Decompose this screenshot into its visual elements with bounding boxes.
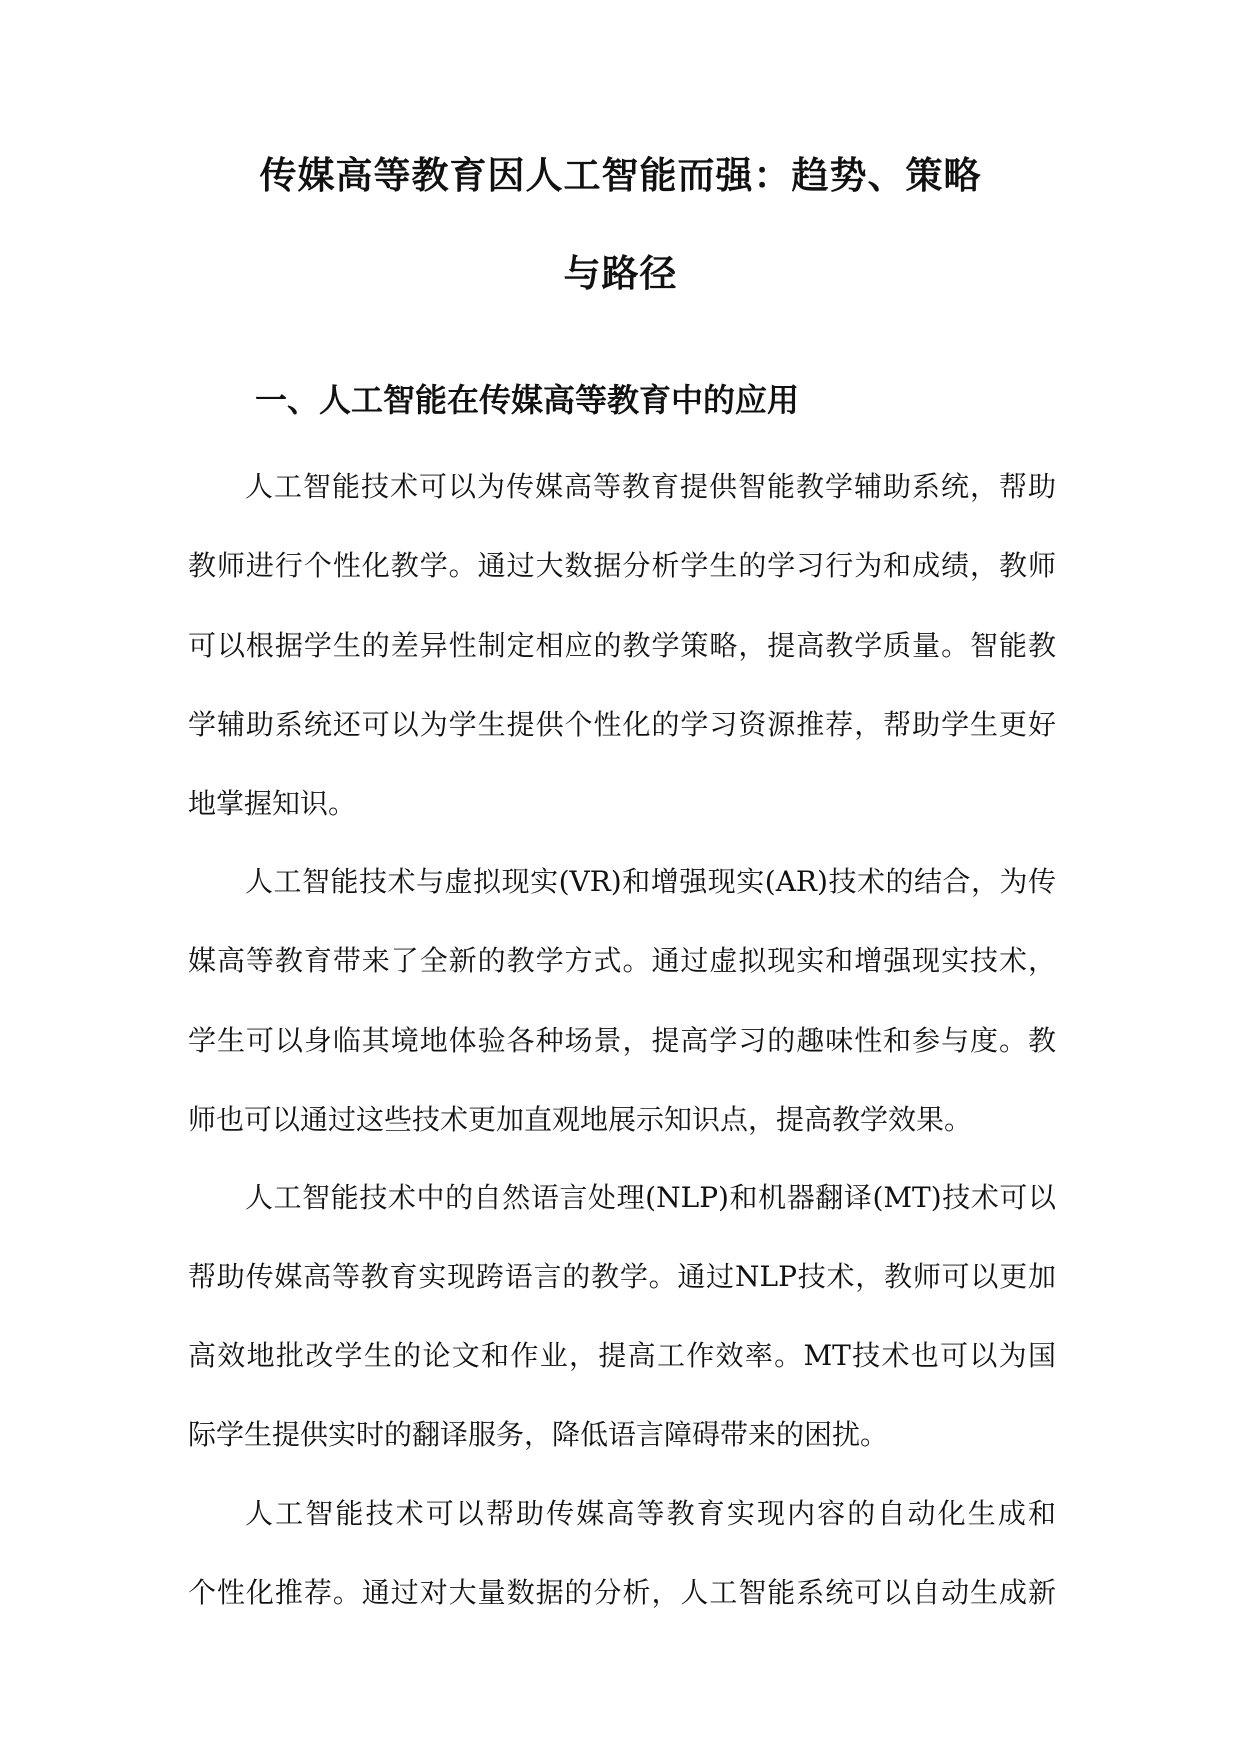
- paragraph-1-line-1: 人工智能技术可以为传媒高等教育提供智能教学辅助系统，帮助: [245, 470, 1056, 503]
- paragraph-4-line-1: 人工智能技术可以帮助传媒高等教育实现内容的自动化生成和: [245, 1497, 1056, 1530]
- paragraph-3-line-3: 高效地批改学生的论文和作业，提高工作效率。MT技术也可以为国: [188, 1339, 1056, 1372]
- section-heading: 一、人工智能在传媒高等教育中的应用: [255, 381, 800, 419]
- paragraph-1-line-5: 地掌握知识。: [188, 787, 357, 820]
- paragraph-3-line-4: 际学生提供实时的翻译服务，降低语言障碍带来的困扰。: [188, 1418, 889, 1451]
- paragraph-1-line-3: 可以根据学生的差异性制定相应的教学策略，提高教学质量。智能教: [188, 629, 1056, 662]
- paragraph-2-line-3: 学生可以身临其境地体验各种场景，提高学习的趣味性和参与度。教: [188, 1024, 1056, 1057]
- paragraph-3-line-1: 人工智能技术中的自然语言处理(NLP)和机器翻译(MT)技术可以: [245, 1181, 1056, 1214]
- document-title-line-2: 与路径: [563, 252, 678, 295]
- paragraph-4-line-2: 个性化推荐。通过对大量数据的分析，人工智能系统可以自动生成新: [188, 1576, 1056, 1609]
- document-title-line-1: 传媒高等教育因人工智能而强：趋势、策略: [259, 154, 982, 197]
- paragraph-1-line-4: 学辅助系统还可以为学生提供个性化的学习资源推荐，帮助学生更好: [188, 708, 1056, 741]
- paragraph-2-line-1: 人工智能技术与虚拟现实(VR)和增强现实(AR)技术的结合，为传: [245, 865, 1056, 898]
- paragraph-3-line-2: 帮助传媒高等教育实现跨语言的教学。通过NLP技术，教师可以更加: [188, 1260, 1056, 1293]
- paragraph-2-line-4: 师也可以通过这些技术更加直观地展示知识点，提高教学效果。: [188, 1103, 973, 1136]
- paragraph-2-line-2: 媒高等教育带来了全新的教学方式。通过虚拟现实和增强现实技术，: [188, 944, 1056, 977]
- paragraph-1-line-2: 教师进行个性化教学。通过大数据分析学生的学习行为和成绩，教师: [188, 549, 1056, 582]
